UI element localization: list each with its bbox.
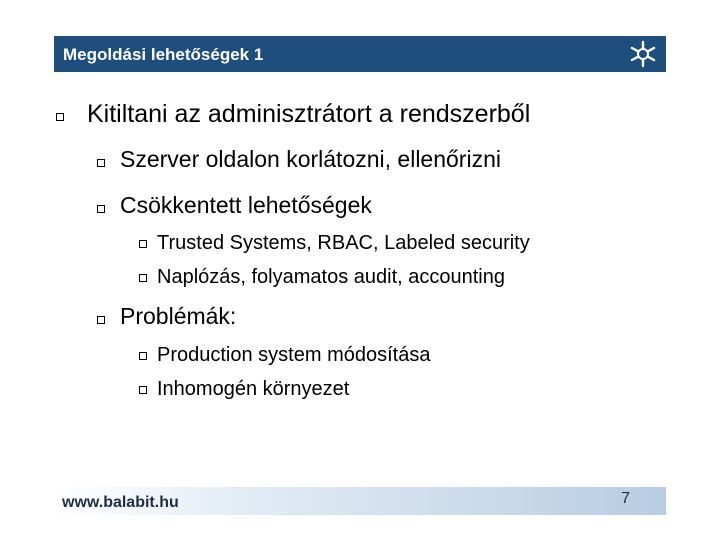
- square-bullet-icon: [97, 316, 105, 324]
- balabit-logo-icon: [628, 39, 658, 69]
- bullet-text: Szerver oldalon korlátozni, ellenőrizni: [120, 146, 501, 172]
- slide-title: Megoldási lehetőségek 1: [63, 45, 264, 64]
- page-number: 7: [621, 490, 630, 507]
- footer-bar: [54, 487, 666, 515]
- bullet-text: Inhomogén környezet: [157, 378, 350, 400]
- footer-url[interactable]: www.balabit.hu: [62, 494, 179, 511]
- bullet-text: Csökkentett lehetőségek: [120, 192, 372, 218]
- bullet-text: Problémák:: [120, 303, 237, 329]
- bullet-text: Kitiltani az adminisztrátort a rendszerből: [87, 100, 531, 128]
- square-bullet-icon: [97, 159, 105, 167]
- square-bullet-icon: [56, 113, 64, 121]
- square-bullet-icon: [139, 240, 147, 248]
- square-bullet-icon: [97, 205, 105, 213]
- bullet-text: Naplózás, folyamatos audit, accounting: [157, 266, 505, 288]
- square-bullet-icon: [139, 274, 147, 282]
- square-bullet-icon: [139, 352, 147, 360]
- bullet-text: Production system módosítása: [157, 344, 431, 366]
- bullet-text: Trusted Systems, RBAC, Labeled security: [157, 232, 530, 254]
- square-bullet-icon: [139, 386, 147, 394]
- title-bar: [54, 36, 666, 72]
